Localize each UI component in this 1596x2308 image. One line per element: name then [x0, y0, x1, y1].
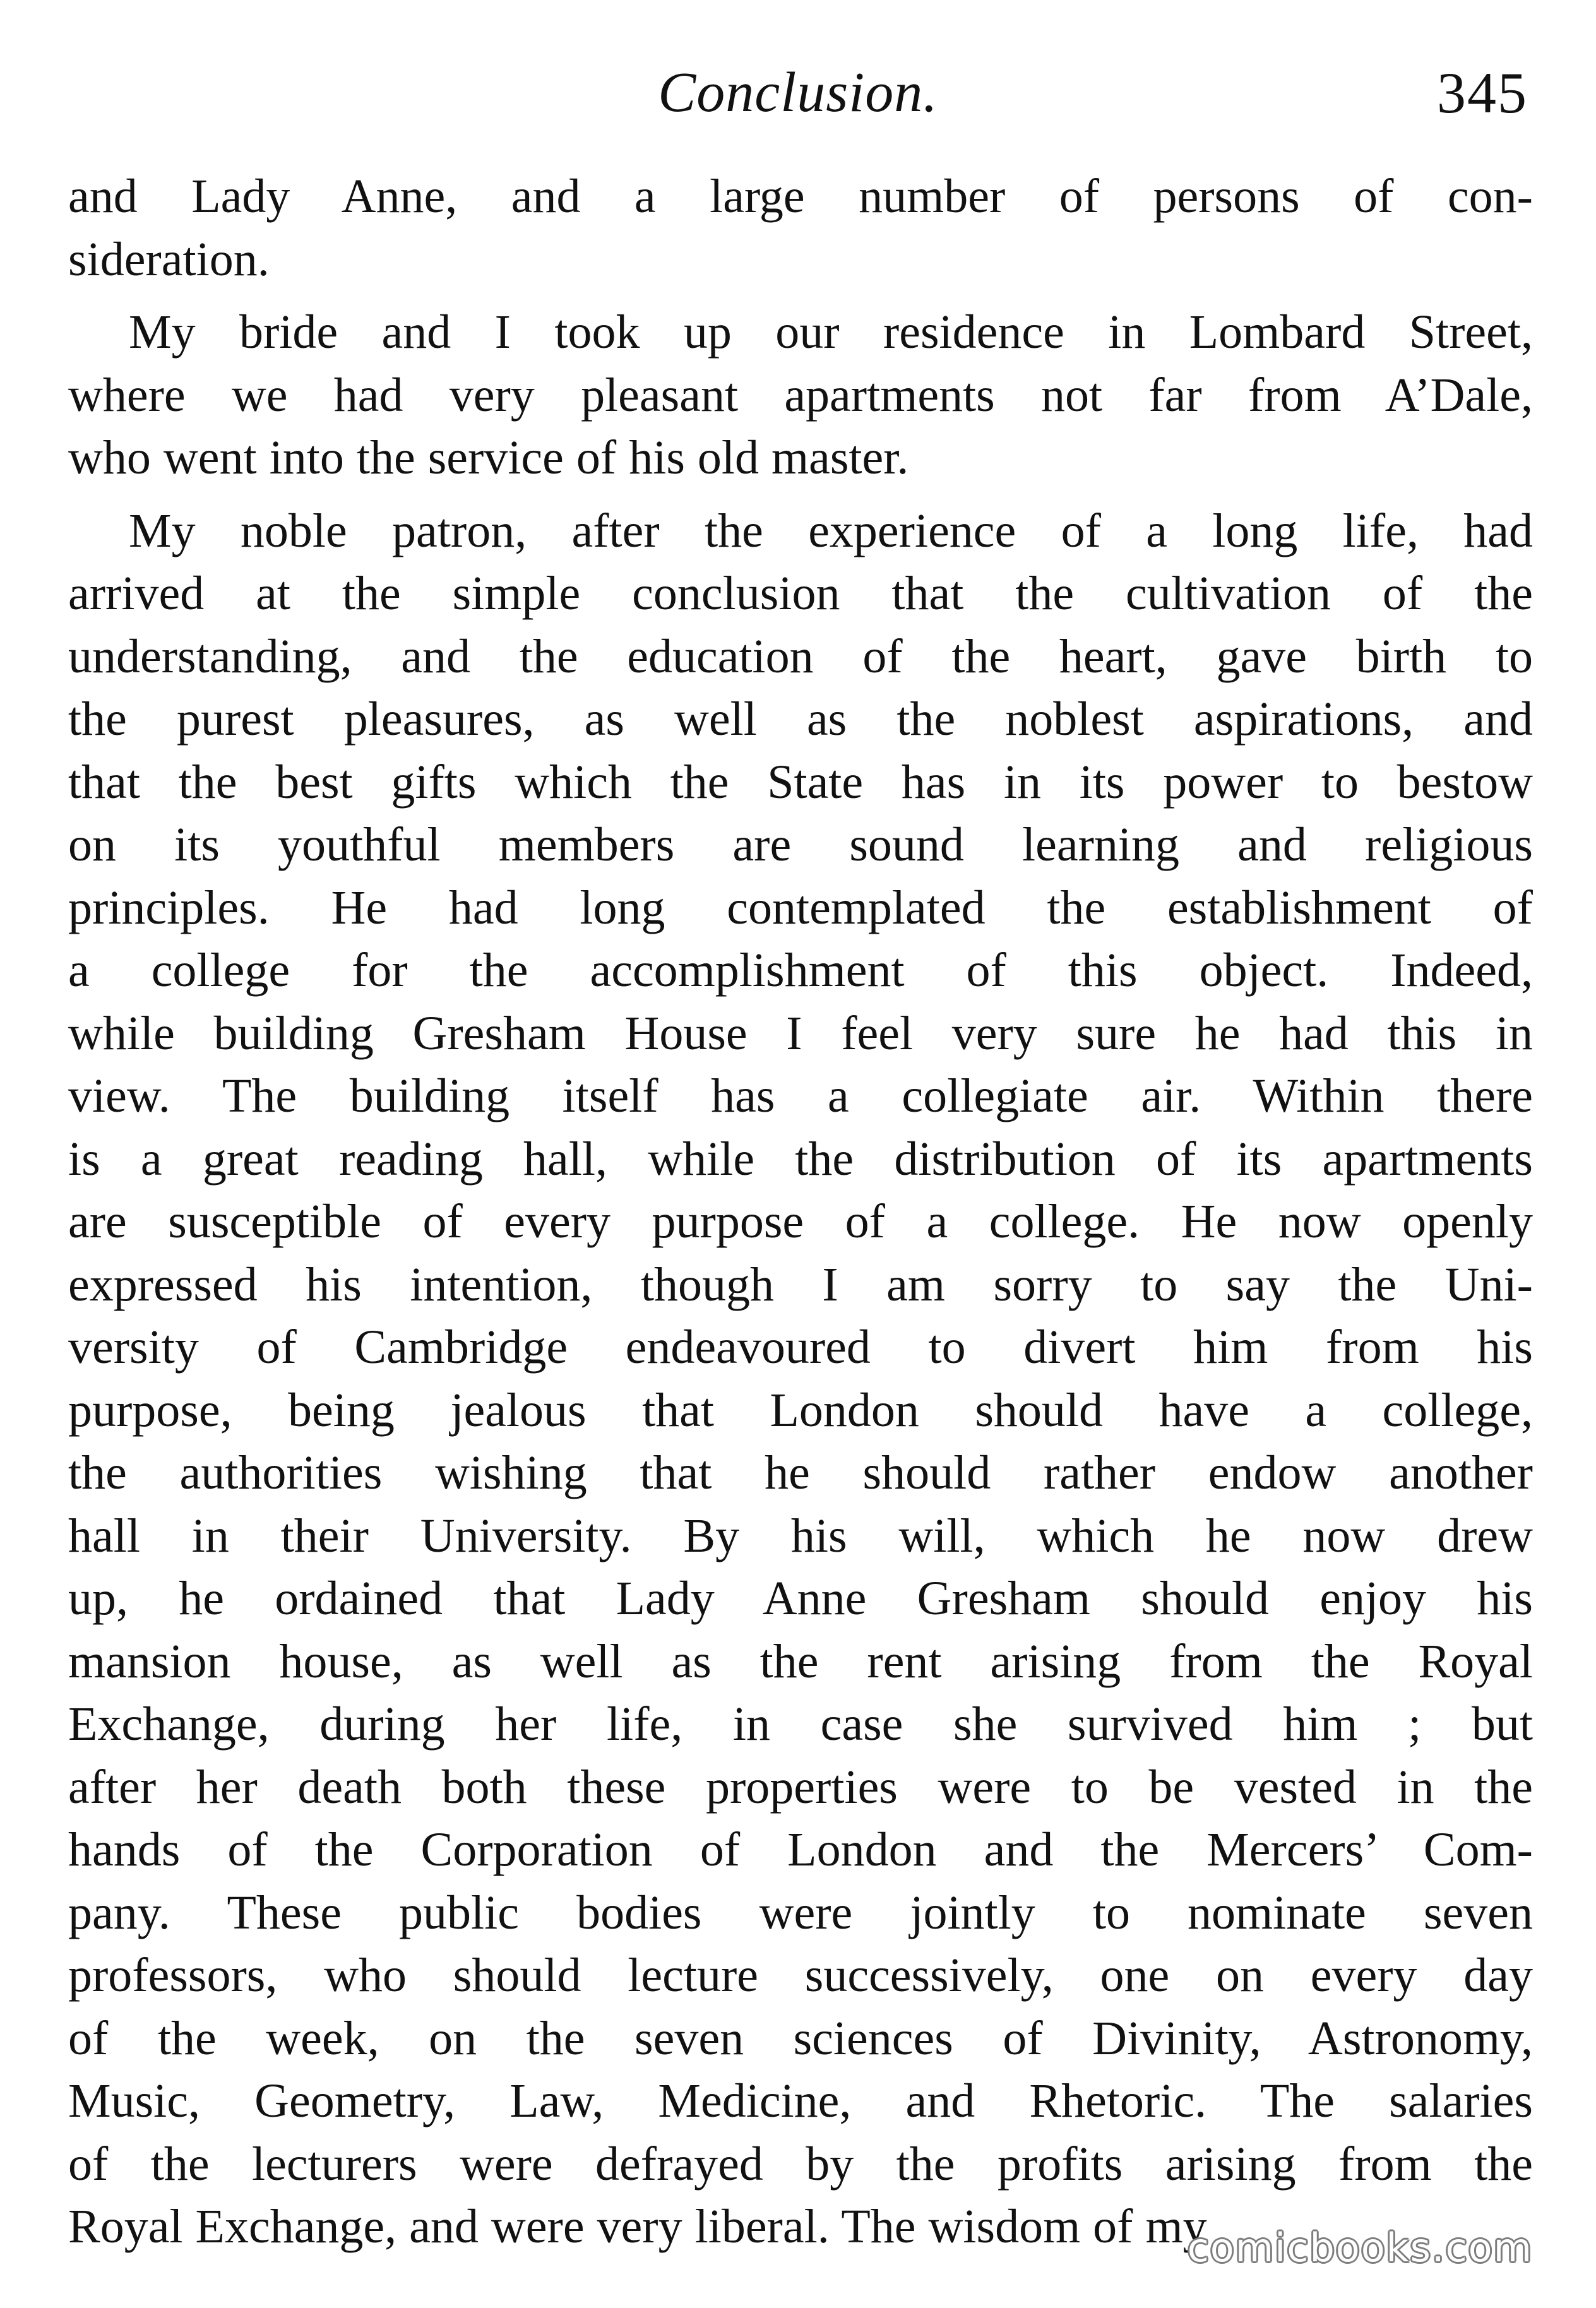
text-line: Royal Exchange, and were very liberal. The wisdom of my: [68, 2200, 1207, 2253]
text-line: where we had very pleasant apartments not far from A’Dale,: [68, 368, 1533, 422]
text-line: principles. He had long contemplated the establishment of: [68, 881, 1533, 934]
running-head: [68, 58, 1528, 128]
text-line: hall in their University. By his will, which he now drew: [68, 1509, 1533, 1562]
text-line: mansion house, as well as the rent arising from the Royal: [68, 1634, 1533, 1688]
text-line: hands of the Corporation of London and the Mercers’ Com-: [68, 1823, 1533, 1876]
page-number: 345: [1437, 61, 1528, 125]
text-line: Music, Geometry, Law, Medicine, and Rhetoric. The salaries: [68, 2074, 1533, 2127]
text-line: the authorities wishing that he should rather endow another: [68, 1446, 1533, 1499]
text-line: professors, who should lecture successively, one on every day: [68, 1949, 1533, 2002]
text-line: expressed his intention, though I am sorry to say the Uni-: [68, 1258, 1533, 1311]
paragraph-continuation: [68, 165, 1533, 291]
paragraph-residence: [68, 301, 1533, 490]
text-line: after her death both these properties were to be vested in the: [68, 1760, 1533, 1814]
text-line: the purest pleasures, as well as the noblest aspirations, and: [68, 693, 1533, 746]
watermark: comicbooks.com: [1187, 2225, 1533, 2271]
text-line: My noble patron, after the experience of a long life, had: [129, 504, 1533, 557]
text-line: a college for the accomplishment of this object. Indeed,: [68, 944, 1533, 997]
text-line: My bride and I took up our residence in Lombard Street,: [129, 306, 1533, 359]
text-line: that the best gifts which the State has in its power to bestow: [68, 755, 1533, 809]
body-text: [68, 165, 1533, 2259]
text-line: is a great reading hall, while the distribution of its apartments: [68, 1132, 1533, 1186]
paragraph-gap: [68, 490, 1533, 500]
text-line: who went into the service of his old master.: [68, 431, 909, 484]
text-line: sideration.: [68, 232, 270, 286]
text-line: purpose, being jealous that London should have a college,: [68, 1383, 1533, 1437]
paragraph-patron: [68, 500, 1533, 2259]
running-title: Conclusion.: [658, 61, 938, 124]
text-line: pany. These public bodies were jointly to nominate seven: [68, 1886, 1533, 1939]
text-line: of the week, on the seven sciences of Divinity, Astronomy,: [68, 2011, 1533, 2065]
text-line: arrived at the simple conclusion that the cultivation of the: [68, 567, 1533, 620]
text-line: up, he ordained that Lady Anne Gresham should enjoy his: [68, 1572, 1533, 1625]
text-line: and Lady Anne, and a large number of persons of con-: [68, 170, 1533, 223]
text-line: view. The building itself has a collegiate air. Within there: [68, 1069, 1533, 1122]
text-line: while building Gresham House I feel very sure he had this in: [68, 1006, 1533, 1060]
text-line: Exchange, during her life, in case she survived him ; but: [68, 1698, 1533, 1751]
text-line: of the lecturers were defrayed by the profits arising from the: [68, 2137, 1533, 2191]
text-line: versity of Cambridge endeavoured to divert him from his: [68, 1321, 1533, 1374]
text-line: are susceptible of every purpose of a college. He now openly: [68, 1195, 1533, 1248]
text-line: on its youthful members are sound learning and religious: [68, 818, 1533, 871]
paragraph-gap: [68, 291, 1533, 301]
text-line: understanding, and the education of the heart, gave birth to: [68, 629, 1533, 683]
